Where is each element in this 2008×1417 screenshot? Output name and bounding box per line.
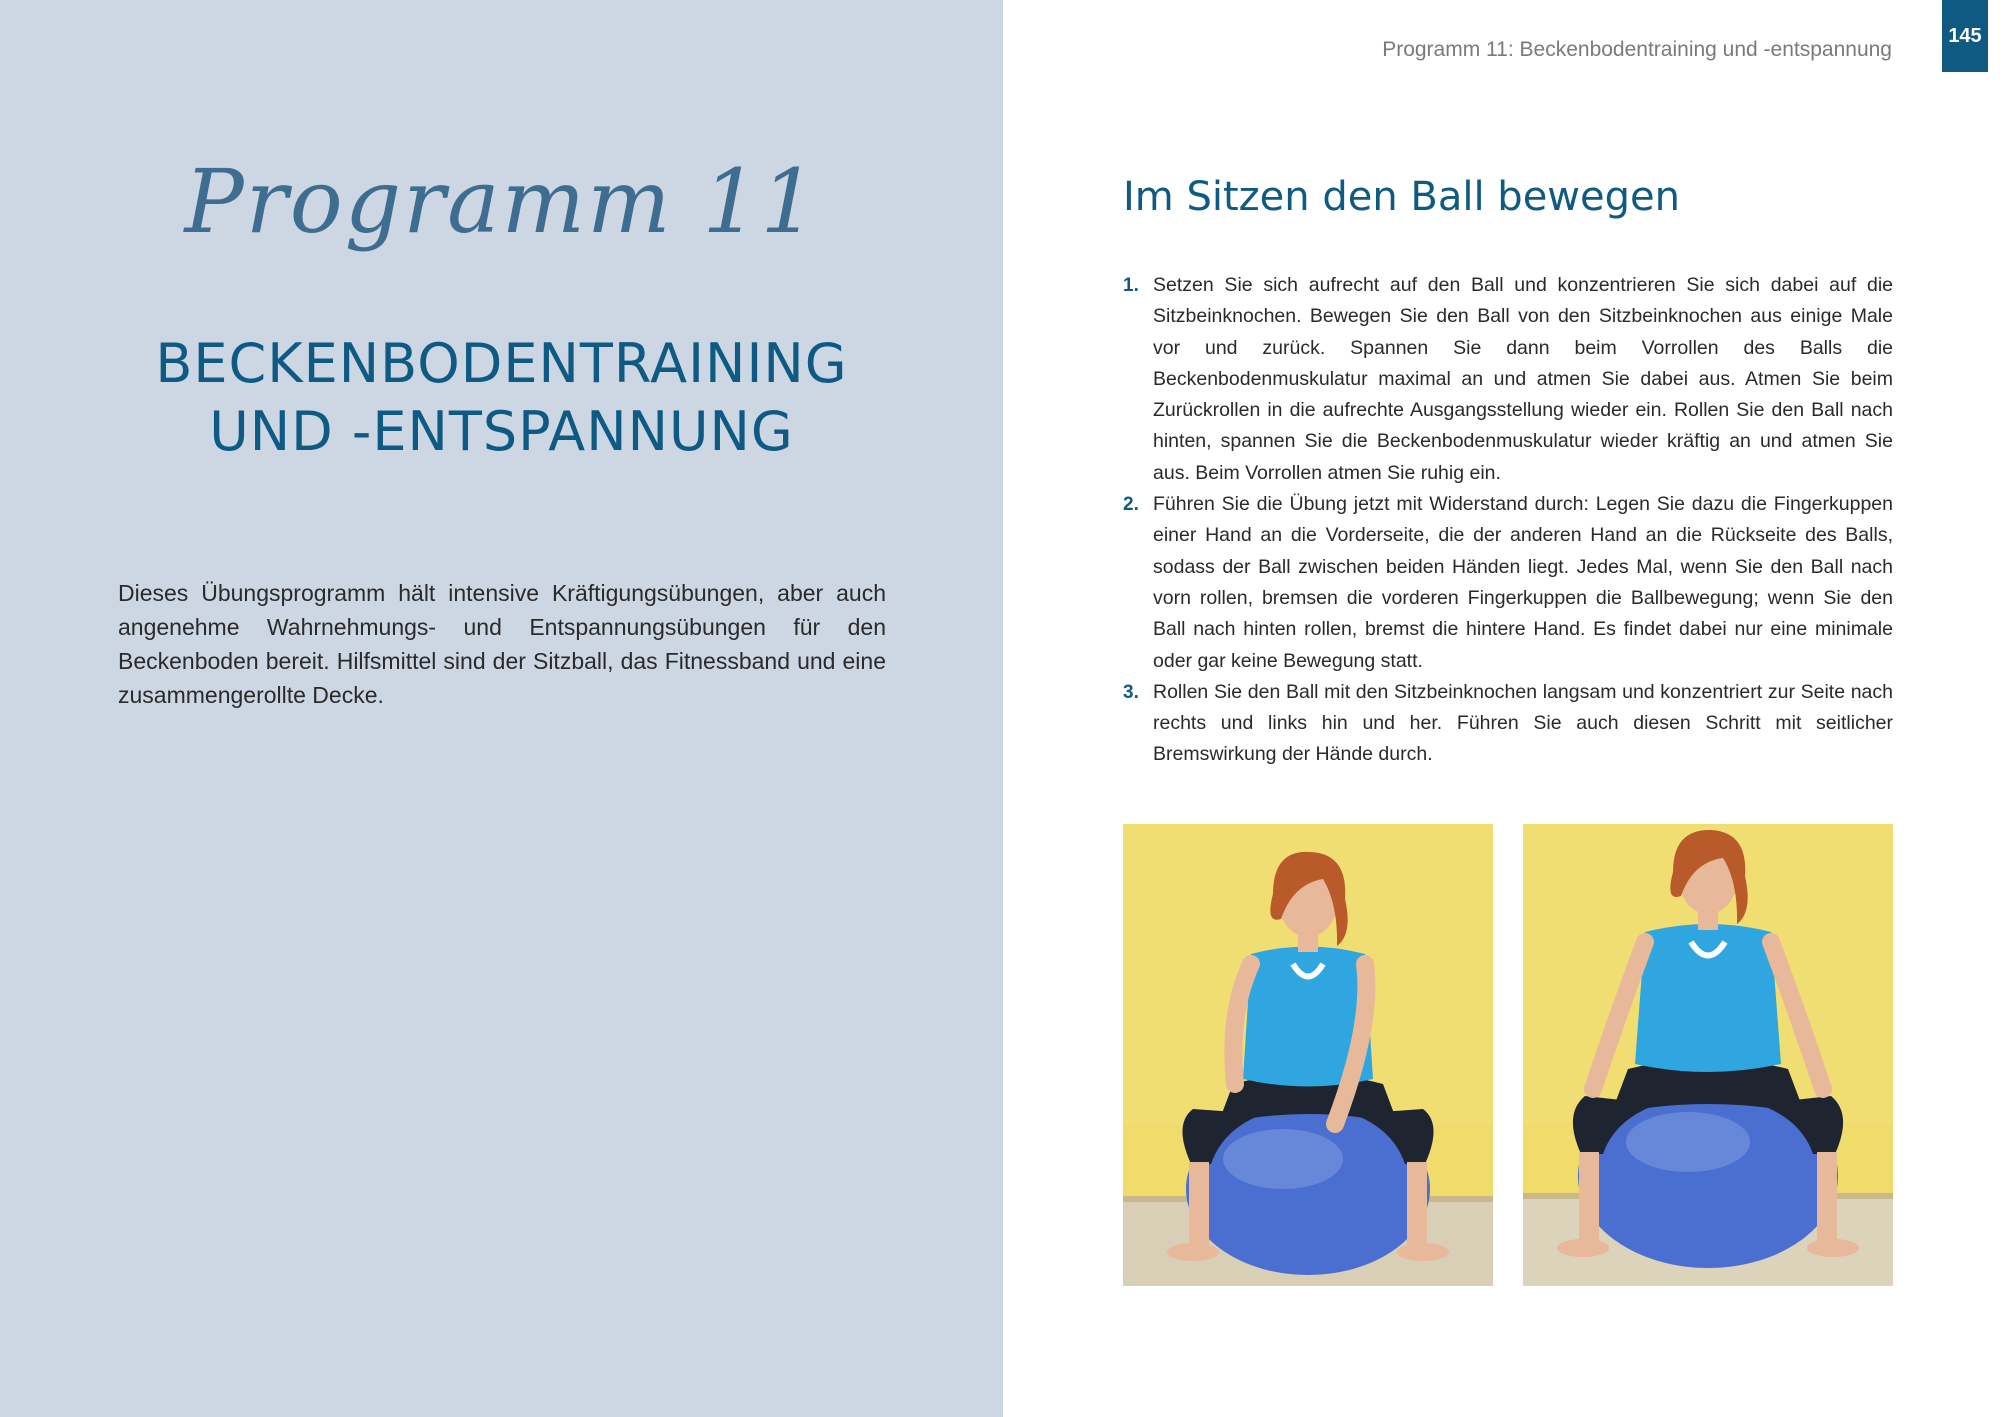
exercise-photo-front-back-hands: [1123, 824, 1493, 1286]
program-script-title: Programm 11: [184, 150, 819, 253]
page-number-badge: 145: [1942, 0, 1988, 72]
step-text: Rollen Sie den Ball mit den Sitzbeinknochen langsam und konzentriert zur Seite nach rechts und links hin und her. Führen Sie auch diesen Schritt mit seitlicher Bremswirkung der Hände durch.: [1153, 680, 1893, 766]
step-item-3: [1123, 677, 1893, 771]
right-page: [1003, 0, 2008, 1417]
section-title: Im Sitzen den Ball bewegen: [1123, 174, 1680, 220]
chapter-title: [0, 330, 1003, 466]
exercise-photo-side-hands: [1523, 824, 1893, 1286]
step-item-2: [1123, 489, 1893, 677]
step-text: Führen Sie die Übung jetzt mit Widerstand durch: Legen Sie dazu die Fingerkuppen einer Hand an die Vorderseite, die der anderen Hand an die Rückseite des Balls, sodass der Ball zwischen beiden Händen liegt. Jedes Mal, wenn Sie den Ball nach vorn rollen, bremsen die vorderen Fingerkuppen die Ballbewegung; wenn Sie den Ball nach hinten rollen, bremst die hintere Hand. Es findet dabei nur eine minimale oder gar keine Bewegung statt.: [1153, 493, 1893, 672]
step-item-1: [1123, 270, 1893, 489]
chapter-title-line-1: BECKENBODENTRAINING: [155, 332, 848, 395]
step-number: 3.: [1123, 681, 1139, 703]
exercise-photo-illustration: [1523, 824, 1893, 1286]
running-head: Programm 11: Beckenbodentraining und -entspannung: [1382, 38, 1892, 61]
intro-paragraph: Dieses Übungsprogramm hält intensive Kräftigungsübungen, aber auch angenehme Wahrnehmungs- und Entspannungsübungen für den Beckenboden bereit. Hilfsmittel sind der Sitzball, das Fitnessband und eine zusammengerollte Decke.: [118, 580, 886, 708]
chapter-title-line-2: UND -ENTSPANNUNG: [209, 400, 794, 463]
step-text: Setzen Sie sich aufrecht auf den Ball und konzentrieren Sie sich dabei auf die Sitzbeinknochen. Bewegen Sie den Ball von den Sitzbeinknochen aus einige Male vor und zurück. Spannen Sie dann beim Vorrollen des Balls die Beckenbodenmuskulatur maximal an und atmen Sie dabei aus. Atmen Sie beim Zurückrollen in die aufrechte Ausgangsstellung wieder ein. Rollen Sie den Ball nach hinten, spannen Sie die Beckenbodenmuskulatur wieder kräftig an und atmen Sie aus. Beim Vorrollen atmen Sie ruhig ein.: [1153, 274, 1893, 484]
exercise-photo-illustration: [1123, 824, 1493, 1286]
left-page: [0, 0, 1003, 1417]
step-number: 1.: [1123, 275, 1139, 296]
step-number: 2.: [1123, 494, 1139, 516]
steps-list: [1123, 270, 1893, 771]
